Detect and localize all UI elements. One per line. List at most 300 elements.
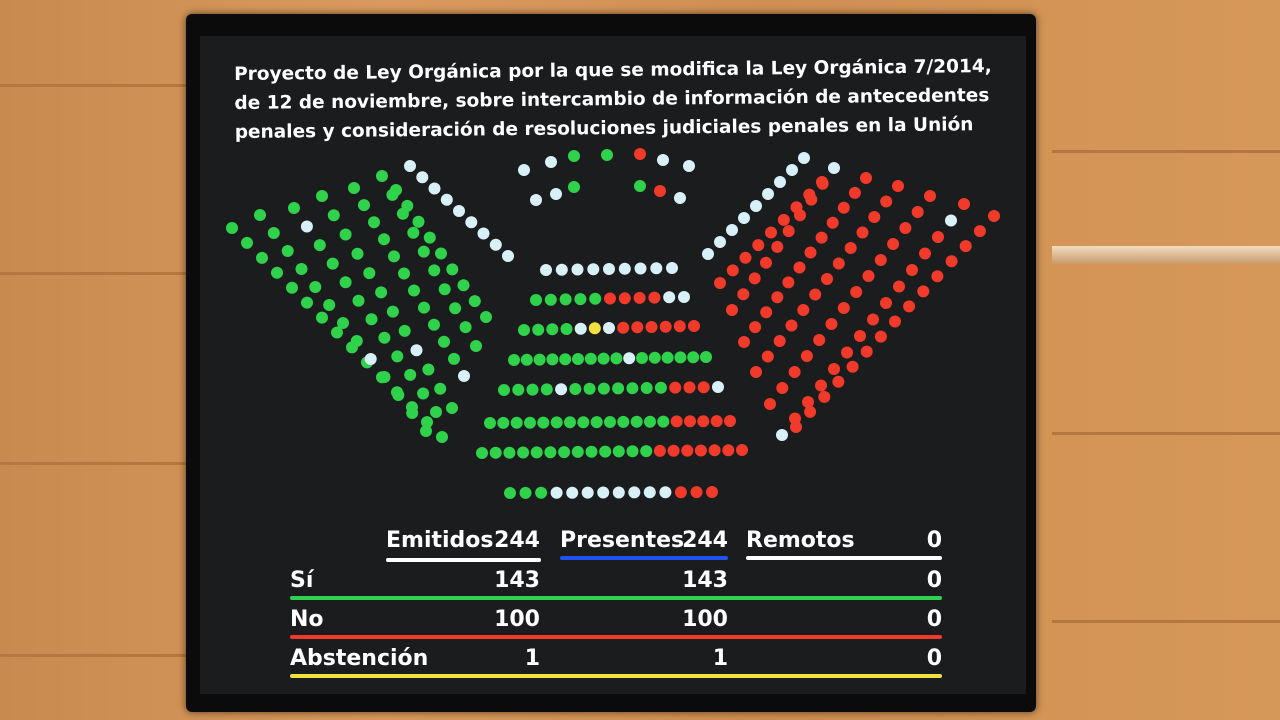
seat-dot — [631, 416, 643, 428]
seat-dot — [560, 293, 572, 305]
seat-dot — [453, 205, 465, 217]
seat-dot — [446, 402, 458, 414]
seat-dot — [617, 416, 629, 428]
seat-dot — [518, 164, 530, 176]
si-label: Sí — [290, 568, 314, 593]
seat-dot — [327, 258, 339, 270]
seat-dot — [378, 332, 390, 344]
seat-dot — [575, 323, 587, 335]
seat-dot — [392, 389, 404, 401]
presentes-underline — [560, 556, 728, 560]
emitidos-label: Emitidos — [386, 528, 494, 553]
seat-dot — [418, 246, 430, 258]
seat-dot — [404, 369, 416, 381]
seat-dot — [917, 285, 929, 297]
seat-dot — [517, 447, 529, 459]
seat-dot — [960, 240, 972, 252]
seat-dot — [818, 391, 830, 403]
seat-dot — [585, 353, 597, 365]
seat-dot — [480, 311, 492, 323]
seat-dot — [478, 228, 490, 240]
seat-dot — [860, 172, 872, 184]
seat-dot — [569, 383, 581, 395]
seat-dot — [460, 321, 472, 333]
seat-dot — [798, 152, 810, 164]
seat-dot — [815, 380, 827, 392]
seat-dot — [887, 238, 899, 250]
seat-dot — [903, 300, 915, 312]
seat-dot — [587, 263, 599, 275]
seat-dot — [504, 487, 516, 499]
seat-dot — [484, 417, 496, 429]
seat-dot — [684, 381, 696, 393]
seat-dot — [226, 222, 238, 234]
seat-dot — [559, 353, 571, 365]
seat-dot — [434, 383, 446, 395]
seat-dot — [550, 188, 562, 200]
bill-title-line: Proyecto de Ley Orgánica por la que se modifica la Ley Orgánica 7/2014, — [234, 56, 992, 85]
seat-dot — [555, 383, 567, 395]
seat-dot — [786, 164, 798, 176]
seat-dot — [586, 446, 598, 458]
seat-dot — [668, 445, 680, 457]
seat-dot — [254, 209, 266, 221]
seat-dot — [428, 264, 440, 276]
seat-dot — [774, 335, 786, 347]
seat-dot — [366, 313, 378, 325]
seat-dot — [809, 289, 821, 301]
bill-title-line: de 12 de noviembre, sobre intercambio de información de antecedentes — [234, 85, 990, 114]
seat-dot — [974, 225, 986, 237]
seat-dot — [617, 322, 629, 334]
seat-dot — [531, 446, 543, 458]
seat-dot — [880, 196, 892, 208]
seat-dot — [660, 321, 672, 333]
seat-dot — [465, 216, 477, 228]
seat-dot — [551, 487, 563, 499]
seat-dot — [801, 350, 813, 362]
abstencion-underline — [290, 674, 942, 678]
seat-dot — [619, 292, 631, 304]
seat-dot — [490, 239, 502, 251]
seat-dot — [441, 194, 453, 206]
seat-dot — [584, 383, 596, 395]
no-remotos: 0 — [926, 607, 942, 632]
seat-dot — [351, 335, 363, 347]
seat-dot — [540, 264, 552, 276]
seat-dot — [534, 354, 546, 366]
seat-dot — [671, 415, 683, 427]
seat-dot — [572, 264, 584, 276]
seat-dot — [726, 224, 738, 236]
seat-dot — [711, 415, 723, 427]
seat-dot — [390, 184, 402, 196]
seat-dot — [541, 383, 553, 395]
no-label: No — [290, 607, 324, 632]
seat-dot — [687, 351, 699, 363]
seat-dot — [368, 216, 380, 228]
seat-dot — [813, 334, 825, 346]
seat-dot — [706, 486, 718, 498]
seat-dot — [241, 237, 253, 249]
seat-dot — [709, 444, 721, 456]
seat-dot — [365, 353, 377, 365]
seat-dot — [631, 321, 643, 333]
seat-dot — [738, 212, 750, 224]
seat-dot — [776, 382, 788, 394]
seat-dot — [613, 445, 625, 457]
seat-dot — [863, 270, 875, 282]
seat-dot — [727, 264, 739, 276]
seat-dot — [684, 415, 696, 427]
si-underline — [290, 596, 942, 600]
seat-dot — [446, 263, 458, 275]
seat-dot — [738, 336, 750, 348]
seat-dot — [532, 324, 544, 336]
seat-dot — [845, 242, 857, 254]
seat-dot — [271, 267, 283, 279]
seat-dot — [726, 304, 738, 316]
seat-dot — [833, 258, 845, 270]
seat-dot — [387, 306, 399, 318]
seat-dot — [413, 216, 425, 228]
seat-dot — [566, 487, 578, 499]
seat-dot — [353, 295, 365, 307]
seat-dot — [691, 486, 703, 498]
seat-dot — [323, 299, 335, 311]
bill-title-line: penales y consideración de resoluciones judiciales penales en la Unión — [234, 114, 974, 143]
seat-dot — [875, 331, 887, 343]
seat-dot — [476, 447, 488, 459]
seat-dot — [786, 320, 798, 332]
seat-dot — [648, 292, 660, 304]
seat-dot — [681, 445, 693, 457]
seat-dot — [512, 384, 524, 396]
seat-dot — [556, 264, 568, 276]
seat-dot — [301, 297, 313, 309]
seat-dot — [589, 322, 601, 334]
seat-dot — [391, 350, 403, 362]
seat-dot — [436, 431, 448, 443]
seat-dot — [610, 352, 622, 364]
seat-dot — [530, 194, 542, 206]
seat-dot — [577, 416, 589, 428]
seat-dot — [430, 406, 442, 418]
seat-dot — [946, 255, 958, 267]
no-presentes: 100 — [682, 607, 728, 632]
seat-dot — [958, 198, 970, 210]
seat-dot — [256, 252, 268, 264]
seat-dot — [750, 200, 762, 212]
seat-dot — [572, 353, 584, 365]
seat-dot — [401, 200, 413, 212]
seat-dot — [340, 276, 352, 288]
seat-dot — [429, 183, 441, 195]
seat-dot — [697, 415, 709, 427]
seat-dot — [612, 382, 624, 394]
seat-dot — [561, 323, 573, 335]
seat-dot — [789, 366, 801, 378]
seat-dot — [619, 263, 631, 275]
seat-dot — [582, 487, 594, 499]
seat-dot — [597, 487, 609, 499]
seat-dot — [363, 267, 375, 279]
seat-dot — [906, 264, 918, 276]
seat-dot — [537, 417, 549, 429]
seat-dot — [695, 445, 707, 457]
seat-dot — [649, 352, 661, 364]
seat-dot — [749, 321, 761, 333]
seat-dot — [316, 312, 328, 324]
seat-dot — [644, 486, 656, 498]
seat-dot — [375, 286, 387, 298]
seat-dot — [794, 262, 806, 274]
seat-dot — [760, 306, 772, 318]
seat-dot — [411, 344, 423, 356]
seat-dot — [762, 188, 774, 200]
seat-dot — [422, 364, 434, 376]
seat-dot — [416, 171, 428, 183]
seat-dot — [797, 304, 809, 316]
seat-dot — [613, 487, 625, 499]
seat-dot — [352, 248, 364, 260]
abstencion-emitidos: 1 — [524, 646, 540, 671]
seat-dot — [301, 221, 313, 233]
seat-dot — [892, 180, 904, 192]
seat-dot — [604, 416, 616, 428]
seat-dot — [650, 262, 662, 274]
no-emitidos: 100 — [494, 607, 540, 632]
seat-dot — [435, 248, 447, 260]
seat-dot — [838, 202, 850, 214]
seat-dot — [418, 302, 430, 314]
seat-dot — [535, 487, 547, 499]
remotos-underline — [746, 556, 942, 560]
seat-dot — [663, 291, 675, 303]
seat-dot — [286, 282, 298, 294]
seat-dot — [438, 336, 450, 348]
seat-dot — [641, 382, 653, 394]
presentes-total: 244 — [682, 528, 728, 553]
seat-dot — [439, 283, 451, 295]
seat-dot — [674, 192, 686, 204]
seat-dot — [448, 353, 460, 365]
seat-dot — [546, 323, 558, 335]
seat-dot — [399, 325, 411, 337]
seat-dot — [420, 425, 432, 437]
seat-dot — [340, 229, 352, 241]
seat-dot — [752, 239, 764, 251]
seat-dot — [634, 292, 646, 304]
seat-dot — [511, 417, 523, 429]
seat-dot — [388, 250, 400, 262]
seat-dot — [776, 429, 788, 441]
seat-dot — [527, 384, 539, 396]
seat-dot — [490, 447, 502, 459]
seat-dot — [657, 416, 669, 428]
seat-dot — [574, 293, 586, 305]
seat-dot — [714, 277, 726, 289]
seat-dot — [816, 176, 828, 188]
seat-dot — [724, 415, 736, 427]
seat-dot — [598, 383, 610, 395]
remotos-label: Remotos — [746, 528, 855, 553]
seat-dot — [634, 148, 646, 160]
seat-dot — [924, 190, 936, 202]
seat-dot — [789, 413, 801, 425]
seat-dot — [601, 149, 613, 161]
seat-dot — [675, 486, 687, 498]
seat-dot — [867, 314, 879, 326]
seat-dot — [417, 388, 429, 400]
seat-dot — [849, 187, 861, 199]
seat-dot — [832, 376, 844, 388]
seat-dot — [546, 353, 558, 365]
seat-dot — [568, 181, 580, 193]
seat-dot — [428, 319, 440, 331]
seat-dot — [816, 232, 828, 244]
si-remotos: 0 — [926, 568, 942, 593]
seat-dot — [470, 340, 482, 352]
seat-dot — [545, 156, 557, 168]
seat-dot — [572, 446, 584, 458]
seat-dot — [803, 189, 815, 201]
seat-dot — [762, 351, 774, 363]
seat-dot — [712, 381, 724, 393]
seat-dot — [530, 294, 542, 306]
seat-dot — [826, 318, 838, 330]
seat-dot — [774, 176, 786, 188]
seat-dot — [678, 291, 690, 303]
seat-dot — [850, 286, 862, 298]
seat-dot — [628, 486, 640, 498]
seat-dot — [919, 248, 931, 260]
seat-dot — [598, 353, 610, 365]
seat-dot — [880, 297, 892, 309]
seat-dot — [282, 245, 294, 257]
seat-dot — [626, 382, 638, 394]
seat-dot — [674, 351, 686, 363]
remotos-total: 0 — [926, 528, 942, 553]
seat-dot — [623, 352, 635, 364]
seat-dot — [932, 231, 944, 243]
seat-dot — [765, 227, 777, 239]
seat-dot — [508, 354, 520, 366]
seat-dot — [288, 202, 300, 214]
seat-dot — [398, 268, 410, 280]
seat-dot — [348, 182, 360, 194]
seat-dot — [804, 406, 816, 418]
seat-dot — [838, 302, 850, 314]
seat-dot — [551, 416, 563, 428]
seat-dot — [674, 320, 686, 332]
seat-dot — [458, 279, 470, 291]
seat-dot — [314, 239, 326, 251]
seat-dot — [591, 416, 603, 428]
seat-dot — [736, 444, 748, 456]
seat-dot — [657, 154, 669, 166]
seat-dot — [828, 162, 840, 174]
seat-dot — [635, 263, 647, 275]
presentes-label: Presentes — [560, 528, 685, 553]
seat-dot — [749, 272, 761, 284]
seat-dot — [518, 324, 530, 336]
seat-dot — [688, 320, 700, 332]
seat-dot — [828, 363, 840, 375]
seat-dot — [502, 250, 514, 262]
seat-dot — [821, 273, 833, 285]
seat-dot — [603, 263, 615, 275]
seat-dot — [316, 190, 328, 202]
seat-dot — [498, 384, 510, 396]
seat-dot — [750, 366, 762, 378]
seat-dot — [764, 398, 776, 410]
seat-dot — [544, 446, 556, 458]
seat-dot — [654, 445, 666, 457]
seat-dot — [378, 233, 390, 245]
no-underline — [290, 635, 942, 639]
seat-dot — [912, 206, 924, 218]
seat-dot — [449, 302, 461, 314]
seat-dot — [702, 248, 714, 260]
seat-dot — [654, 185, 666, 197]
seat-dot — [740, 252, 752, 264]
seat-dot — [889, 316, 901, 328]
seat-dot — [604, 293, 616, 305]
seat-dot — [666, 262, 678, 274]
si-presentes: 143 — [682, 568, 728, 593]
abstencion-label: Abstención — [290, 646, 429, 671]
seat-dot — [309, 281, 321, 293]
seat-dot — [778, 214, 790, 226]
seat-dot — [737, 288, 749, 300]
seat-dot — [893, 281, 905, 293]
seat-dot — [791, 201, 803, 213]
seat-dot — [328, 209, 340, 221]
seat-dot — [857, 227, 869, 239]
seat-dot — [640, 445, 652, 457]
seat-dot — [698, 381, 710, 393]
seat-dot — [771, 241, 783, 253]
seat-dot — [646, 321, 658, 333]
seat-dot — [861, 346, 873, 358]
seat-dot — [379, 371, 391, 383]
seat-dot — [520, 487, 532, 499]
seat-dot — [497, 417, 509, 429]
seat-dot — [683, 160, 695, 172]
seat-dot — [899, 222, 911, 234]
seat-dot — [358, 199, 370, 211]
seat-dot — [722, 444, 734, 456]
seat-dot — [404, 160, 416, 172]
seat-dot — [760, 257, 772, 269]
seat-dot — [408, 285, 420, 297]
seat-dot — [407, 227, 419, 239]
seat-dot — [847, 361, 859, 373]
seat-dot — [655, 382, 667, 394]
emitidos-underline — [386, 558, 541, 562]
seat-dot — [558, 446, 570, 458]
seat-dot — [945, 215, 957, 227]
emitidos-total: 244 — [494, 528, 540, 553]
seat-dot — [337, 317, 349, 329]
seat-dot — [827, 217, 839, 229]
seat-dot — [296, 263, 308, 275]
seat-dot — [783, 225, 795, 237]
seat-dot — [589, 293, 601, 305]
seat-dot — [854, 330, 866, 342]
seat-dot — [268, 227, 280, 239]
